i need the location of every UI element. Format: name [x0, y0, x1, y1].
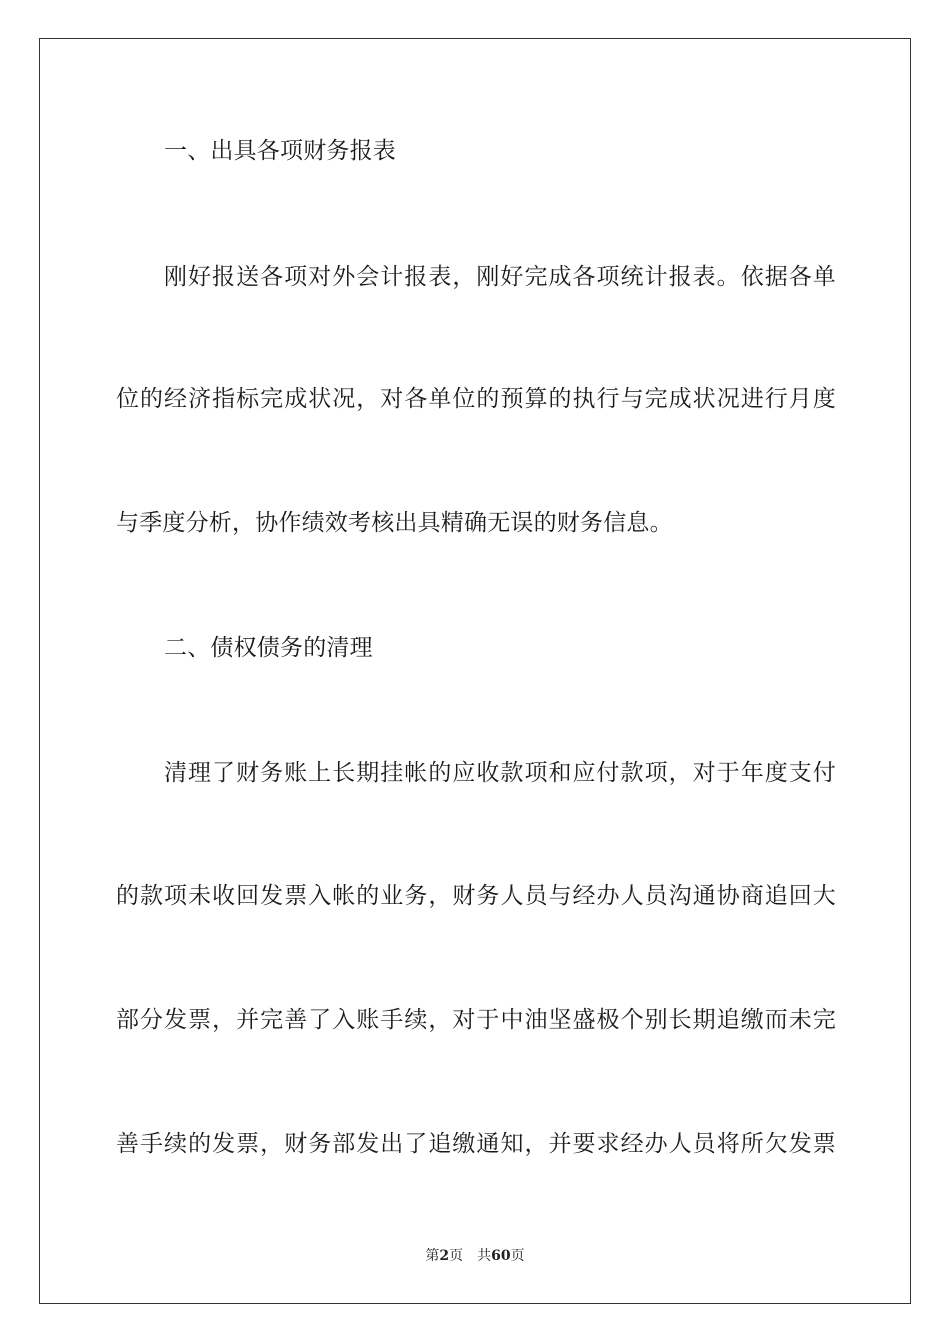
page-border: [39, 38, 911, 1304]
total-page-count: 60: [491, 1248, 511, 1264]
page-suffix: 页: [449, 1248, 464, 1264]
paragraph-1-line-1: 刚好报送各项对外会计报表，刚好完成各项统计报表。依据各单: [164, 264, 836, 290]
page-footer: [0, 1247, 950, 1265]
paragraph-1-line-2: 位的经济指标完成状况，对各单位的预算的执行与完成状况进行月度: [116, 386, 836, 412]
paragraph-1-line-3: 与季度分析，协作绩效考核出具精确无误的财务信息。: [116, 510, 673, 536]
total-suffix: 页: [510, 1248, 525, 1264]
paragraph-2-line-2: 的款项未收回发票入帐的业务，财务人员与经办人员沟通协商追回大: [116, 883, 836, 909]
section-heading-2: 二、债权债务的清理: [164, 635, 373, 661]
paragraph-2-line-1: 清理了财务账上长期挂帐的应收款项和应付款项，对于年度支付: [164, 760, 836, 786]
section-heading-1: 一、出具各项财务报表: [164, 138, 396, 164]
total-prefix: 共: [477, 1248, 492, 1264]
paragraph-2-line-4: 善手续的发票，财务部发出了追缴通知，并要求经办人员将所欠发票: [116, 1131, 836, 1157]
page-prefix: 第: [425, 1248, 440, 1264]
current-page-number: 2: [439, 1248, 450, 1264]
paragraph-2-line-3: 部分发票，并完善了入账手续，对于中油坚盛极个别长期追缴而未完: [116, 1007, 836, 1033]
